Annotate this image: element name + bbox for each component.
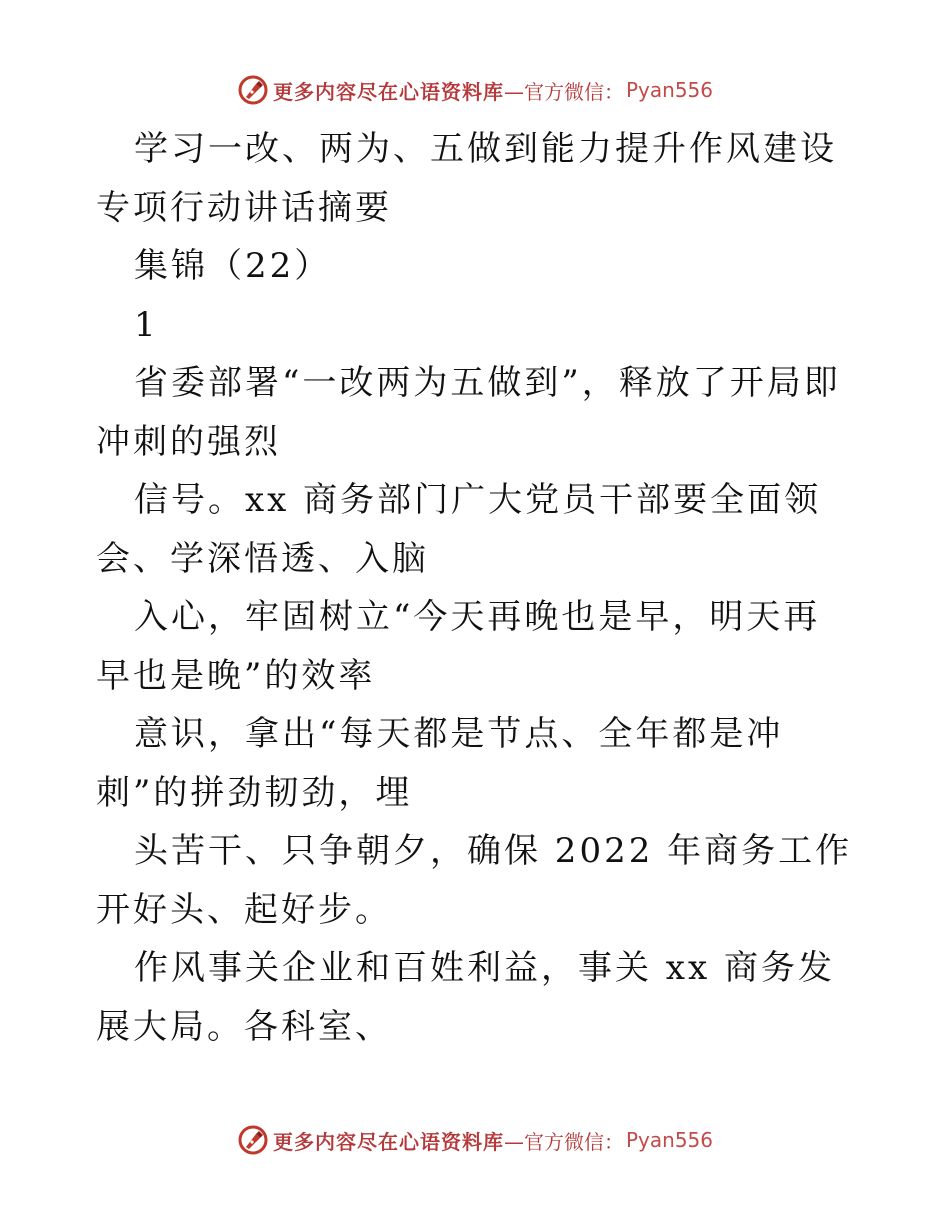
body-paragraph: 信号。xx 商务部门广大党员干部要全面领会、学深悟透、入脑 bbox=[96, 480, 822, 579]
body-paragraph: 头苦干、只争朝夕，确保 2022 年商务工作开好头、起好步。 bbox=[96, 831, 853, 930]
pen-nib-logo-icon bbox=[237, 1124, 269, 1156]
body-paragraph: 意识，拿出“每天都是节点、全年都是冲刺”的拼劲韧劲，埋 bbox=[96, 714, 784, 813]
banner-brand-text: 更多内容尽在心语资料库 bbox=[272, 79, 504, 104]
document-title: 学习一改、两为、五做到能力提升作风建设专项行动讲话摘要 bbox=[96, 129, 837, 228]
body-paragraph: 省委部署“一改两为五做到”，释放了开局即冲刺的强烈 bbox=[96, 363, 841, 462]
body-paragraph: 入心，牢固树立“今天再晚也是早，明天再早也是晚”的效率 bbox=[96, 597, 821, 696]
footer-watermark-banner bbox=[0, 1120, 950, 1160]
header-watermark-banner bbox=[0, 70, 950, 110]
banner-official-text: —官方微信： bbox=[503, 79, 624, 104]
section-number: 1 bbox=[134, 304, 159, 345]
pen-nib-logo-icon bbox=[237, 74, 269, 106]
banner-wechat-id: Pyan556 bbox=[625, 78, 713, 102]
document-body bbox=[96, 120, 856, 1056]
body-paragraph: 作风事关企业和百姓利益，事关 xx 商务发展大局。各科室、 bbox=[96, 948, 835, 1047]
banner-brand-text: 更多内容尽在心语资料库 bbox=[272, 1129, 504, 1154]
banner-wechat-id: Pyan556 bbox=[625, 1128, 713, 1152]
banner-official-text: —官方微信： bbox=[503, 1129, 624, 1154]
document-subtitle: 集锦（22） bbox=[134, 246, 332, 286]
